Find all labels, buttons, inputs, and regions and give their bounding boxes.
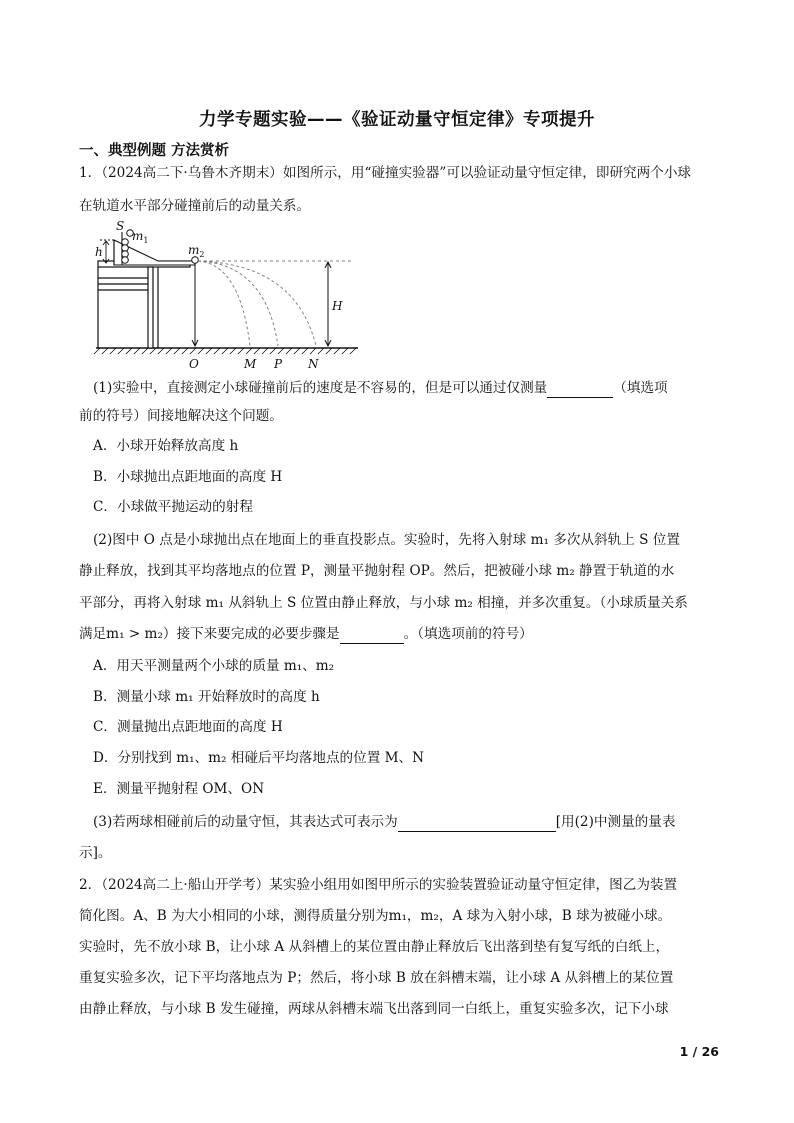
H-marker <box>325 262 331 346</box>
section-heading: 一、典型例题 方法赏析 <box>79 143 230 159</box>
label-H: H <box>332 299 343 313</box>
table <box>98 261 190 348</box>
answer-blank-3[interactable] <box>398 816 556 832</box>
label-O: O <box>189 357 199 370</box>
label-N: N <box>308 357 319 370</box>
q1-part1-option-b: B．小球抛出点距地面的高度 H <box>93 469 283 485</box>
q2-line-2: 简化图。A、B 为大小相同的小球，测得质量分别为m₁，m₂，A 球为入射小球，B 球为被碰小球。 <box>79 908 672 924</box>
q2-line-3: 实验时，先不放小球 B，让小球 A 从斜槽上的某位置由静止释放后飞出落到垫有复写纸的白纸上， <box>79 939 670 955</box>
q1-line-1: 1．（2024高二下·乌鲁木齐期末）如图所示，用“碰撞实验器”可以验证动量守恒定律，即研究两个小球 <box>79 165 692 181</box>
ground-hatch <box>94 348 356 354</box>
q1-part2-option-c: C．测量抛出点距地面的高度 H <box>93 719 283 735</box>
q2-line-1: 2．（2024高二上·船山开学考）某实验小组用如图甲所示的实验装置验证动量守恒定律，图乙为装置 <box>79 877 678 893</box>
ball-m2 <box>192 257 199 264</box>
q1-part2-line-4: 满足m₁ > m₂）接下来要完成的必要步骤是 。（填选项前的符号） <box>79 626 533 642</box>
q1-part2-option-e: E．测量平抛射程 OM、ON <box>93 781 265 797</box>
label-M: M <box>244 357 257 370</box>
q1-part2-line-2: 静止释放，找到其平均落地点的位置 P，测量平抛射程 OP。然后，把被碰小球 m₂ 静置于轨道的水 <box>79 563 675 579</box>
label-P: P <box>274 357 283 370</box>
q2-line-5: 由静止释放，与小球 B 发生碰撞，两球从斜槽末端飞出落到同一白纸上，重复实验多次，记下小球 <box>79 1001 669 1017</box>
q1-part1-line-1: (1)实验中，直接测定小球碰撞前后的速度是不容易的，但是可以通过仅测量 （填选项 <box>93 380 668 396</box>
label-m1: $m_1$ <box>132 229 149 245</box>
ball-stack <box>122 239 129 264</box>
q1-part3-line-1: (3)若两球相碰前后的动量守恒，其表达式可表示为 [用(2)中测量的量表 <box>93 814 676 830</box>
q1-part1-option-c: C．小球做平抛运动的射程 <box>93 499 253 515</box>
page-title: 力学专题实验——《验证动量守恒定律》专项提升 <box>199 110 595 130</box>
q2-line-4: 重复实验多次，记下平均落地点为 P；然后，将小球 B 放在斜槽末端，让小球 A 从斜槽上的某位置 <box>79 970 674 986</box>
label-m2: $m_2$ <box>188 243 205 259</box>
q1-part3-line-2: 示]。 <box>79 845 112 861</box>
q1-part2-line-3: 平部分，再将入射球 m₁ 从斜轨上 S 位置由静止释放，与小球 m₂ 相撞，并多次重复。（小球质量关系 <box>79 595 688 611</box>
q1-part2-line-1: (2)图中 O 点是小球抛出点在地面上的垂直投影点。实验时，先将入射球 m₁ 多次从斜轨上 S 位置 <box>93 532 680 548</box>
trajectories <box>198 261 316 346</box>
q1-part2-option-d: D．分别找到 m₁、m₂ 相碰后平均落地点的位置 M、N <box>93 750 425 766</box>
collision-apparatus-figure <box>92 218 362 370</box>
q1-part2-option-b: B．测量小球 m₁ 开始释放时的高度 h <box>93 689 320 705</box>
q1-part2-option-a: A．用天平测量两个小球的质量 m₁、m₂ <box>93 658 335 674</box>
label-h: h <box>95 245 103 259</box>
page-number: 1 / 26 <box>679 1044 719 1059</box>
answer-blank-1[interactable] <box>547 382 613 398</box>
q1-part1-line-2: 前的符号）间接地解决这个问题。 <box>79 408 283 424</box>
q1-part1-option-a: A．小球开始释放高度 h <box>93 438 239 454</box>
q1-line-2: 在轨道水平部分碰撞前后的动量关系。 <box>79 198 311 214</box>
answer-blank-2[interactable] <box>340 628 404 644</box>
label-S: S <box>116 219 125 233</box>
